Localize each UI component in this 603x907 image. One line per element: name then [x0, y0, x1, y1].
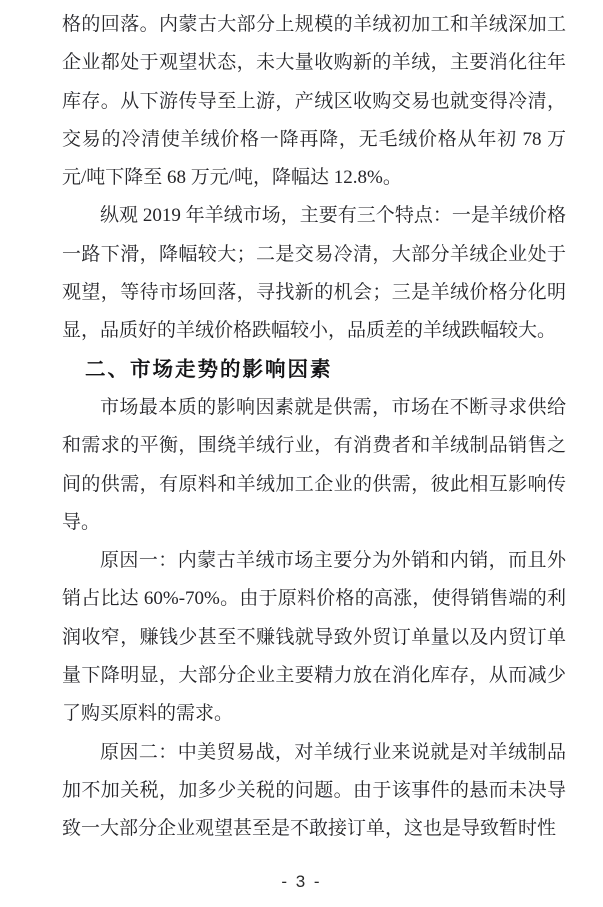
- paragraph-reason-one: 原因一：内蒙古羊绒市场主要分为外销和内销，而且外销占比达 60%-70%。由于原料价格的高涨，使得销售端的利润收窄，赚钱少甚至不赚钱就导致外贸订单量以及内贸订单量下降明显，大部分企业主要精力放在消化库存，从而减少了购买原料的需求。: [62, 550, 566, 725]
- section-heading-market-trend-factors: 二、市场走势的影响因素: [85, 358, 333, 381]
- paragraph-cashmere-processing-continuation: 格的回落。内蒙古大部分上规模的羊绒初加工和羊绒深加工企业都处于观望状态，未大量收购新的羊绒，主要消化往年库存。从下游传导至上游，产绒区收购交易也就变得冷清，交易的冷清使羊绒价格一降再降，无毛绒价格从年初 78 万元/吨下降至 68 万元/吨，降幅达 12.8%。: [62, 14, 566, 189]
- paragraph-2019-market-overview: 纵观 2019 年羊绒市场，主要有三个特点：一是羊绒价格一路下滑，降幅较大；二是交易冷清，大部分羊绒企业处于观望，等待市场回落，寻找新的机会；三是羊绒价格分化明显，品质好的羊绒价格跌幅较小，品质差的羊绒跌幅较大。: [62, 205, 566, 342]
- page-number: - 3 -: [281, 872, 322, 891]
- page-body: [62, 6, 566, 849]
- paragraph-supply-demand: 市场最本质的影响因素就是供需，市场在不断寻求供给和需求的平衡，围绕羊绒行业，有消费者和羊绒制品销售之间的供需，有原料和羊绒加工企业的供需，彼此相互影响传导。: [62, 396, 566, 533]
- paragraph-reason-two: 原因二：中美贸易战，对羊绒行业来说就是对羊绒制品加不加关税，加多少关税的问题。由于该事件的悬而未决导致一大部分企业观望甚至是不敢接订单，这也是导致暂时性: [62, 741, 566, 840]
